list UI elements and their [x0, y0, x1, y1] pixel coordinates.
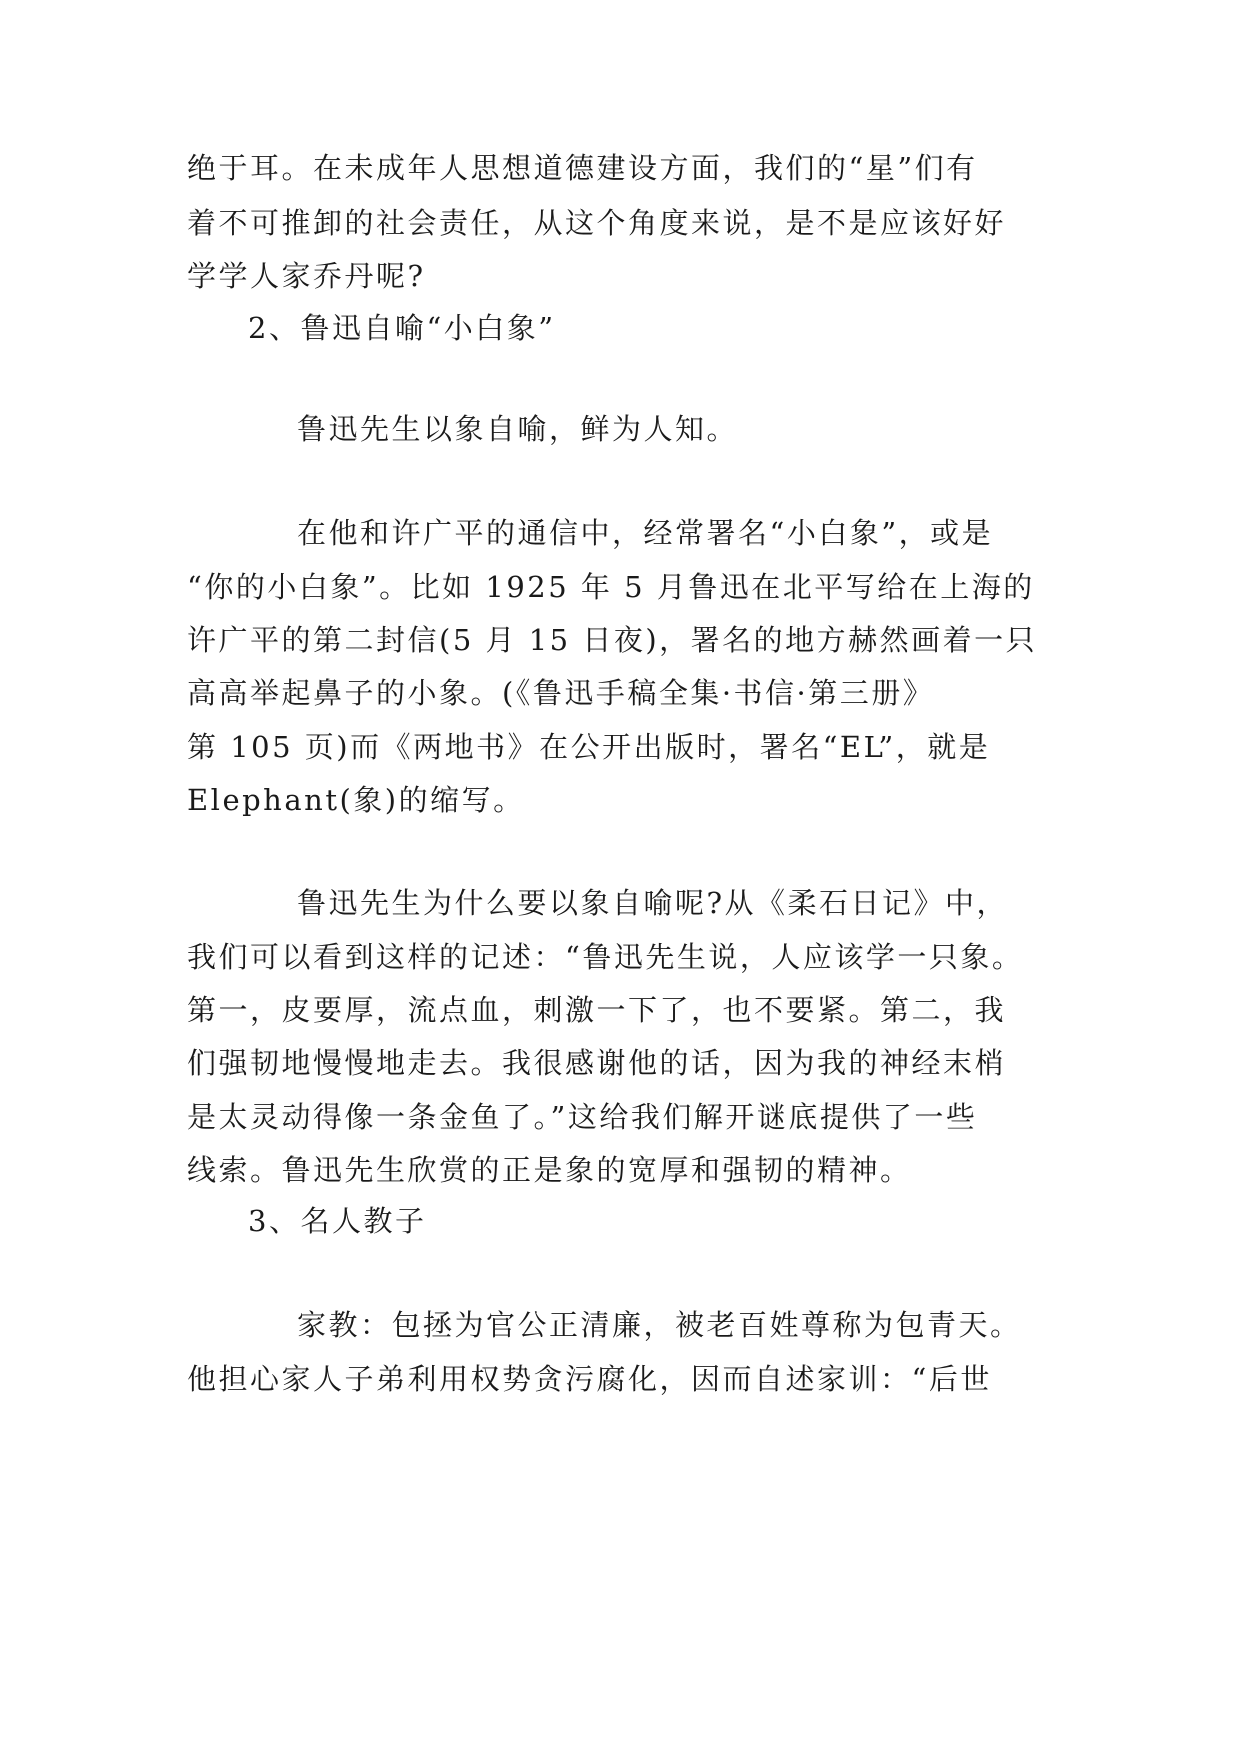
paragraph-line: 学学人家乔丹呢?: [187, 259, 426, 293]
paragraph-line: 鲁迅先生为什么要以象自喻呢?从《柔石日记》中，: [297, 886, 1009, 920]
paragraph-line: 家教：包拯为官公正清廉，被老百姓尊称为包青天。: [297, 1308, 1022, 1342]
paragraph-line: 高高举起鼻子的小象。(《鲁迅手稿全集·书信·第三册》: [187, 676, 935, 710]
paragraph-line: 们强韧地慢慢地走去。我很感谢他的话，因为我的神经末梢: [187, 1046, 1007, 1080]
paragraph-line: 第一，皮要厚，流点血，刺激一下了，也不要紧。第二，我: [187, 993, 1007, 1027]
paragraph-line: 许广平的第二封信(5 月 15 日夜)，署名的地方赫然画着一只: [187, 623, 1038, 657]
paragraph-line: 我们可以看到这样的记述：“鲁迅先生说，人应该学一只象。: [187, 940, 1024, 974]
paragraph-line: 着不可推卸的社会责任，从这个角度来说，是不是应该好好: [187, 206, 1007, 240]
section-heading: 3、名人教子: [248, 1204, 427, 1238]
paragraph-line: 绝于耳。在未成年人思想道德建设方面，我们的“星”们有: [187, 151, 978, 185]
section-heading: 2、鲁迅自喻“小白象”: [248, 311, 556, 345]
paragraph-line: 是太灵动得像一条金鱼了。”这给我们解开谜底提供了一些: [187, 1100, 978, 1134]
paragraph-line: 在他和许广平的通信中，经常署名“小白象”，或是: [297, 516, 994, 550]
paragraph-line: 第 105 页)而《两地书》在公开出版时，署名“EL”，就是: [187, 730, 991, 764]
paragraph-line: 鲁迅先生以象自喻，鲜为人知。: [297, 412, 739, 446]
paragraph-line: Elephant(象)的缩写。: [187, 783, 525, 817]
paragraph-line: 线索。鲁迅先生欣赏的正是象的宽厚和强韧的精神。: [187, 1153, 912, 1187]
paragraph-line: “你的小白象”。比如 1925 年 5 月鲁迅在北平写给在上海的: [187, 570, 1035, 604]
paragraph-line: 他担心家人子弟利用权势贪污腐化，因而自述家训：“后世: [187, 1362, 992, 1396]
